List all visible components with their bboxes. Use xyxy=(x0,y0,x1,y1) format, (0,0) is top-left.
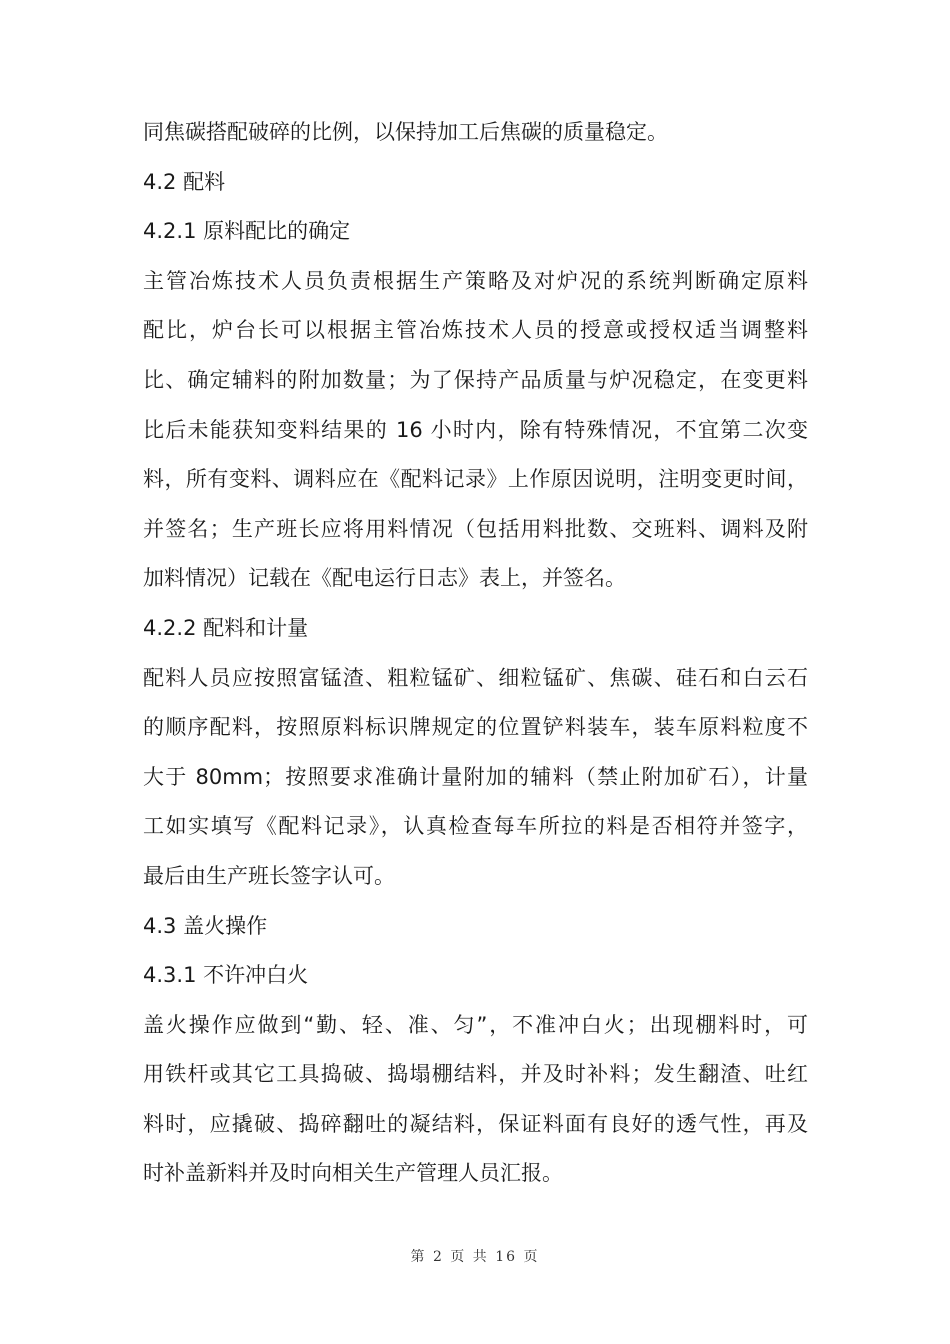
paragraph-line: 大于 80mm；按照要求准确计量附加的辅料（禁止附加矿石），计量 xyxy=(143,764,808,789)
paragraph-line: 比、确定辅料的附加数量；为了保持产品质量与炉况稳定，在变更料 xyxy=(143,367,808,392)
paragraph-line: 加料情况）记载在《配电运行日志》表上，并签名。 xyxy=(143,566,626,591)
paragraph-line: 配料人员应按照富锰渣、粗粒锰矿、细粒锰矿、焦碳、硅石和白云石 xyxy=(143,665,808,690)
document-body xyxy=(143,108,808,1199)
paragraph-line: 主管冶炼技术人员负责根据生产策略及对炉况的系统判断确定原料 xyxy=(143,268,808,293)
section-heading: 4.2 配料 xyxy=(143,169,226,194)
section-heading: 4.3.1 不许冲白火 xyxy=(143,963,309,988)
section-heading: 4.3 盖火操作 xyxy=(143,913,268,938)
section-heading: 4.2.2 配料和计量 xyxy=(143,615,309,640)
section-heading: 4.2.1 原料配比的确定 xyxy=(143,219,351,244)
paragraph-line: 并签名；生产班长应将用料情况（包括用料批数、交班料、调料及附 xyxy=(143,516,808,541)
paragraph-line: 的顺序配料，按照原料标识牌规定的位置铲料装车，装车原料粒度不 xyxy=(143,715,808,740)
paragraph-line: 同焦碳搭配破碎的比例，以保持加工后焦碳的质量稳定。 xyxy=(143,120,668,144)
paragraph-line: 盖火操作应做到“勤、轻、准、匀”，不准冲白火；出现棚料时，可 xyxy=(143,1012,808,1037)
paragraph-line: 用铁杆或其它工具捣破、捣塌棚结料，并及时补料；发生翻渣、吐红 xyxy=(143,1062,808,1087)
paragraph-line: 配比，炉台长可以根据主管冶炼技术人员的授意或授权适当调整料 xyxy=(143,318,808,343)
paragraph-line: 工如实填写《配料记录》，认真检查每车所拉的料是否相符并签字， xyxy=(143,814,808,839)
paragraph-line: 料时，应撬破、捣碎翻吐的凝结料，保证料面有良好的透气性，再及 xyxy=(143,1111,808,1136)
paragraph-line: 时补盖新料并及时向相关生产管理人员汇报。 xyxy=(143,1161,563,1186)
paragraph-line: 比后未能获知变料结果的 16 小时内，除有特殊情况，不宜第二次变 xyxy=(143,417,808,442)
paragraph-line: 料，所有变料、调料应在《配料记录》上作原因说明，注明变更时间， xyxy=(143,467,808,492)
paragraph-line: 最后由生产班长签字认可。 xyxy=(143,863,395,888)
page-footer: 第 2 页 共 16 页 xyxy=(410,1249,540,1265)
